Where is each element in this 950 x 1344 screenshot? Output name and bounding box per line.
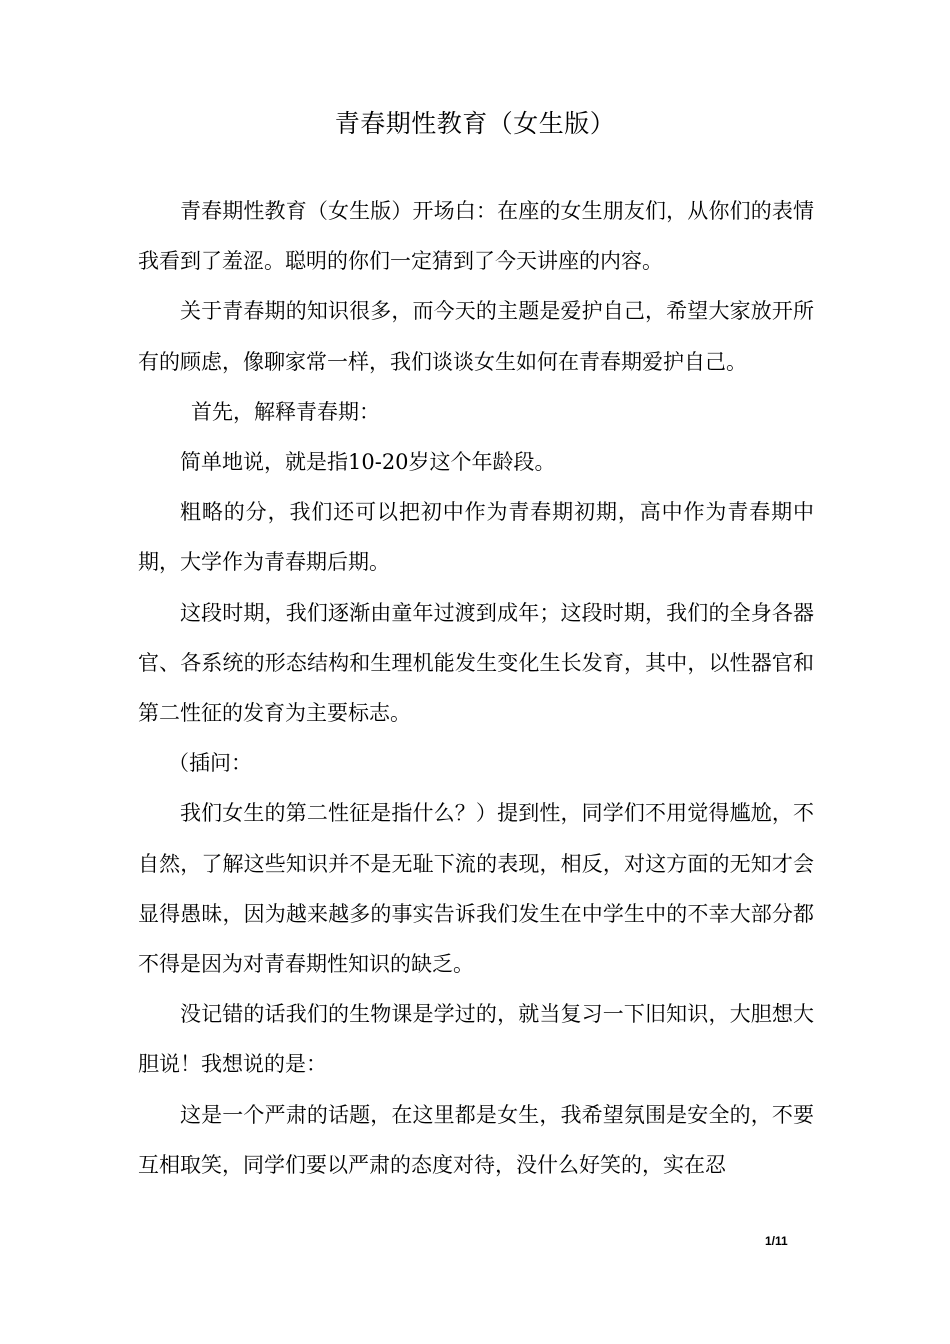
paragraph-age-range: 简单地说，就是指10-20岁这个年龄段。 <box>180 450 556 475</box>
paragraph-development: 这段时期，我们逐渐由童年过渡到成年；这段时期，我们的全身各器官、各系统的形态结构和生理机能发生变化生长发育，其中，以性器官和第二性征的发育为主要标志。 <box>138 600 814 726</box>
document-body <box>138 186 814 1190</box>
paragraph-opening: 青春期性教育（女生版）开场白：在座的女生朋友们，从你们的表情我看到了羞涩。聪明的你们一定猜到了今天讲座的内容。 <box>138 199 814 274</box>
paragraph-stages: 粗略的分，我们还可以把初中作为青春期初期，高中作为青春期中期，大学作为青春期后期。 <box>138 500 814 575</box>
paragraph-definition-heading: 首先，解释青春期： <box>191 399 380 424</box>
paragraph-serious-topic: 这是一个严肃的话题，在这里都是女生，我希望氛围是安全的，不要互相取笑，同学们要以严肃的态度对待，没什么好笑的，实在忍 <box>138 1102 814 1177</box>
paragraph-biology-review: 没记错的话我们的生物课是学过的，就当复习一下旧知识，大胆想大胆说！我想说的是： <box>138 1002 814 1077</box>
page-number: 1/11 <box>765 1234 788 1248</box>
paragraph-secondary-traits: 我们女生的第二性征是指什么？）提到性，同学们不用觉得尴尬，不自然，了解这些知识并不是无耻下流的表现，相反，对这方面的无知才会显得愚昧，因为越来越多的事实告诉我们发生在中学生中的不幸大部分都不得是因为对青春期性知识的缺乏。 <box>138 801 814 977</box>
paragraph-topic: 关于青春期的知识很多，而今天的主题是爱护自己，希望大家放开所有的顾虑，像聊家常一样，我们谈谈女生如何在青春期爱护自己。 <box>138 299 814 374</box>
page-title: 青春期性教育（女生版） <box>334 109 616 138</box>
paragraph-interjection: （插问： <box>168 751 252 776</box>
